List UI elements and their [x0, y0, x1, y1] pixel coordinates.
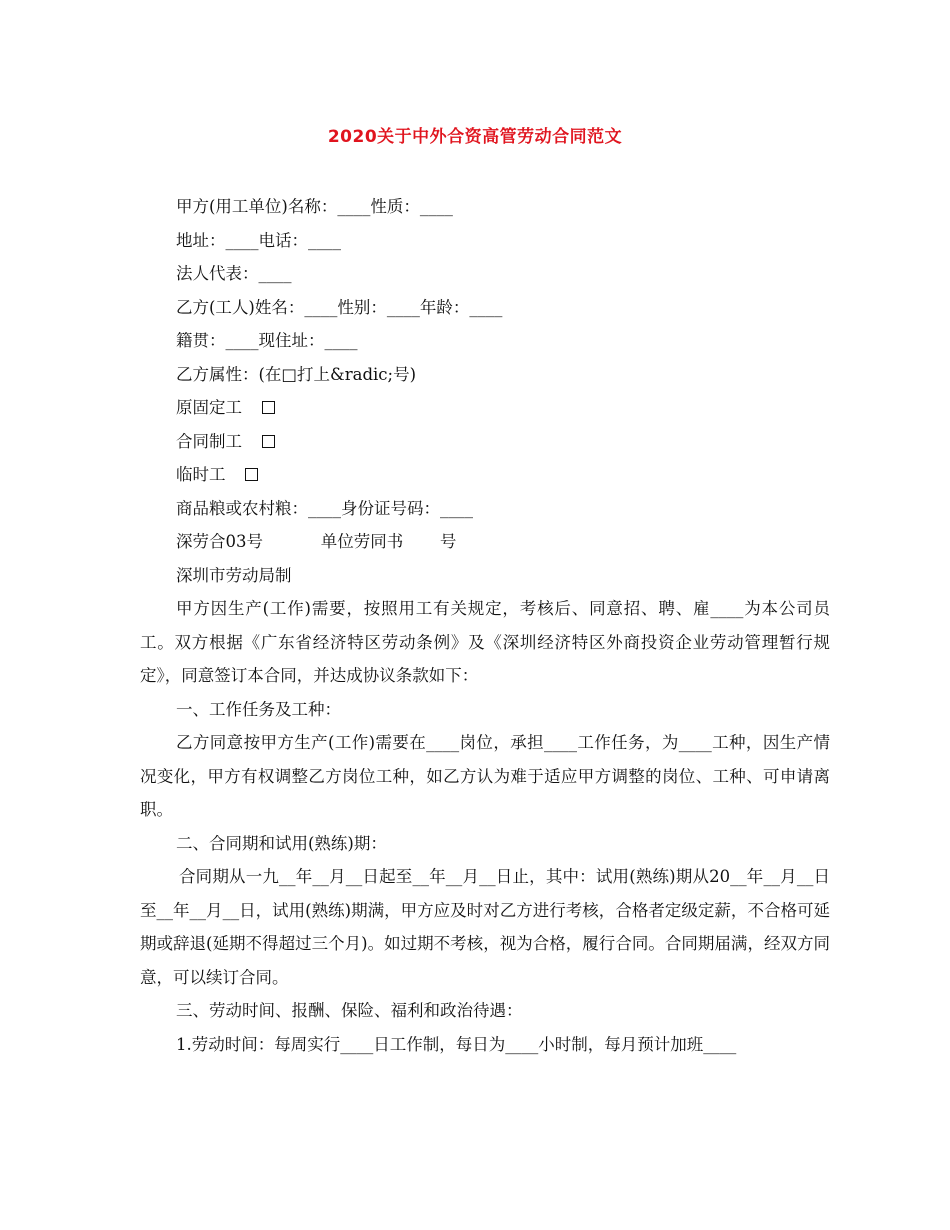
field-line-contract-number: 深劳合03号 单位劳同书 号 [176, 532, 457, 551]
intro-paragraph: 甲方因生产(工作)需要，按照用工有关规定，考核后、同意招、聘、雇____为本公司员工。双方根据《广东省经济特区劳动条例》及《深圳经济特区外商投资企业劳动管理暂行规定》，同意签订本合同，并达成协议条款如下： [140, 599, 830, 685]
checkbox-icon[interactable] [262, 401, 275, 414]
document-body [140, 190, 830, 1061]
checkbox-row-temporary [140, 458, 830, 492]
field-line-grain-id: 商品粮或农村粮：____身份证号码：____ [176, 498, 473, 518]
field-line-employer-name: 甲方(用工单位)名称：____性质：____ [176, 197, 453, 216]
section-heading-3: 三、劳动时间、报酬、保险、福利和政治待遇： [176, 1001, 523, 1020]
section-text-2: 合同期从一九__年__月__日起至__年__月__日止，其中：试用(熟练)期从20__年__月__日至__年__月__日，试用(熟练)期满，甲方应及时对乙方进行考核，合格者定级定薪，不合格可延期或辞退(延期不得超过三个月)。如过期不考核，视为合格，履行合同。合同期届满，经双方同意，可以续订合同。 [140, 867, 830, 987]
checkbox-row-fixed [140, 391, 830, 425]
section-heading-2: 二、合同期和试用(熟练)期： [176, 833, 387, 853]
checkbox-label: 合同制工 [176, 431, 242, 451]
checkbox-icon[interactable] [262, 435, 275, 448]
checkbox-label: 临时工 [176, 465, 226, 484]
checkbox-icon[interactable] [245, 468, 258, 481]
document-title: 2020关于中外合资高管劳动合同范文 [327, 127, 623, 147]
more-fields [140, 492, 830, 593]
section-text-3: 1.劳动时间：每周实行____日工作制，每日为____小时制，每月预计加班____ [176, 1034, 737, 1054]
field-line-employee-name: 乙方(工人)姓名：____性别：____年龄：____ [176, 297, 503, 317]
party-fields [140, 190, 830, 391]
field-line-address: 地址：____电话：____ [176, 230, 341, 250]
checkbox-row-contract [140, 425, 830, 459]
field-line-attribute: 乙方属性：(在□打上&radic;号) [176, 364, 417, 384]
section-text-1: 乙方同意按甲方生产(工作)需要在____岗位，承担____工作任务，为____工种，因生产情况变化，甲方有权调整乙方岗位工种，如乙方认为难于适应甲方调整的岗位、工种、可申请离职。 [140, 733, 830, 819]
field-line-legal-rep: 法人代表：____ [176, 264, 292, 283]
section-heading-1: 一、工作任务及工种： [176, 699, 341, 719]
field-line-hometown: 籍贯：____现住址：____ [176, 331, 358, 350]
checkbox-label: 原固定工 [176, 398, 242, 417]
field-line-issuer: 深圳市劳动局制 [176, 565, 292, 585]
